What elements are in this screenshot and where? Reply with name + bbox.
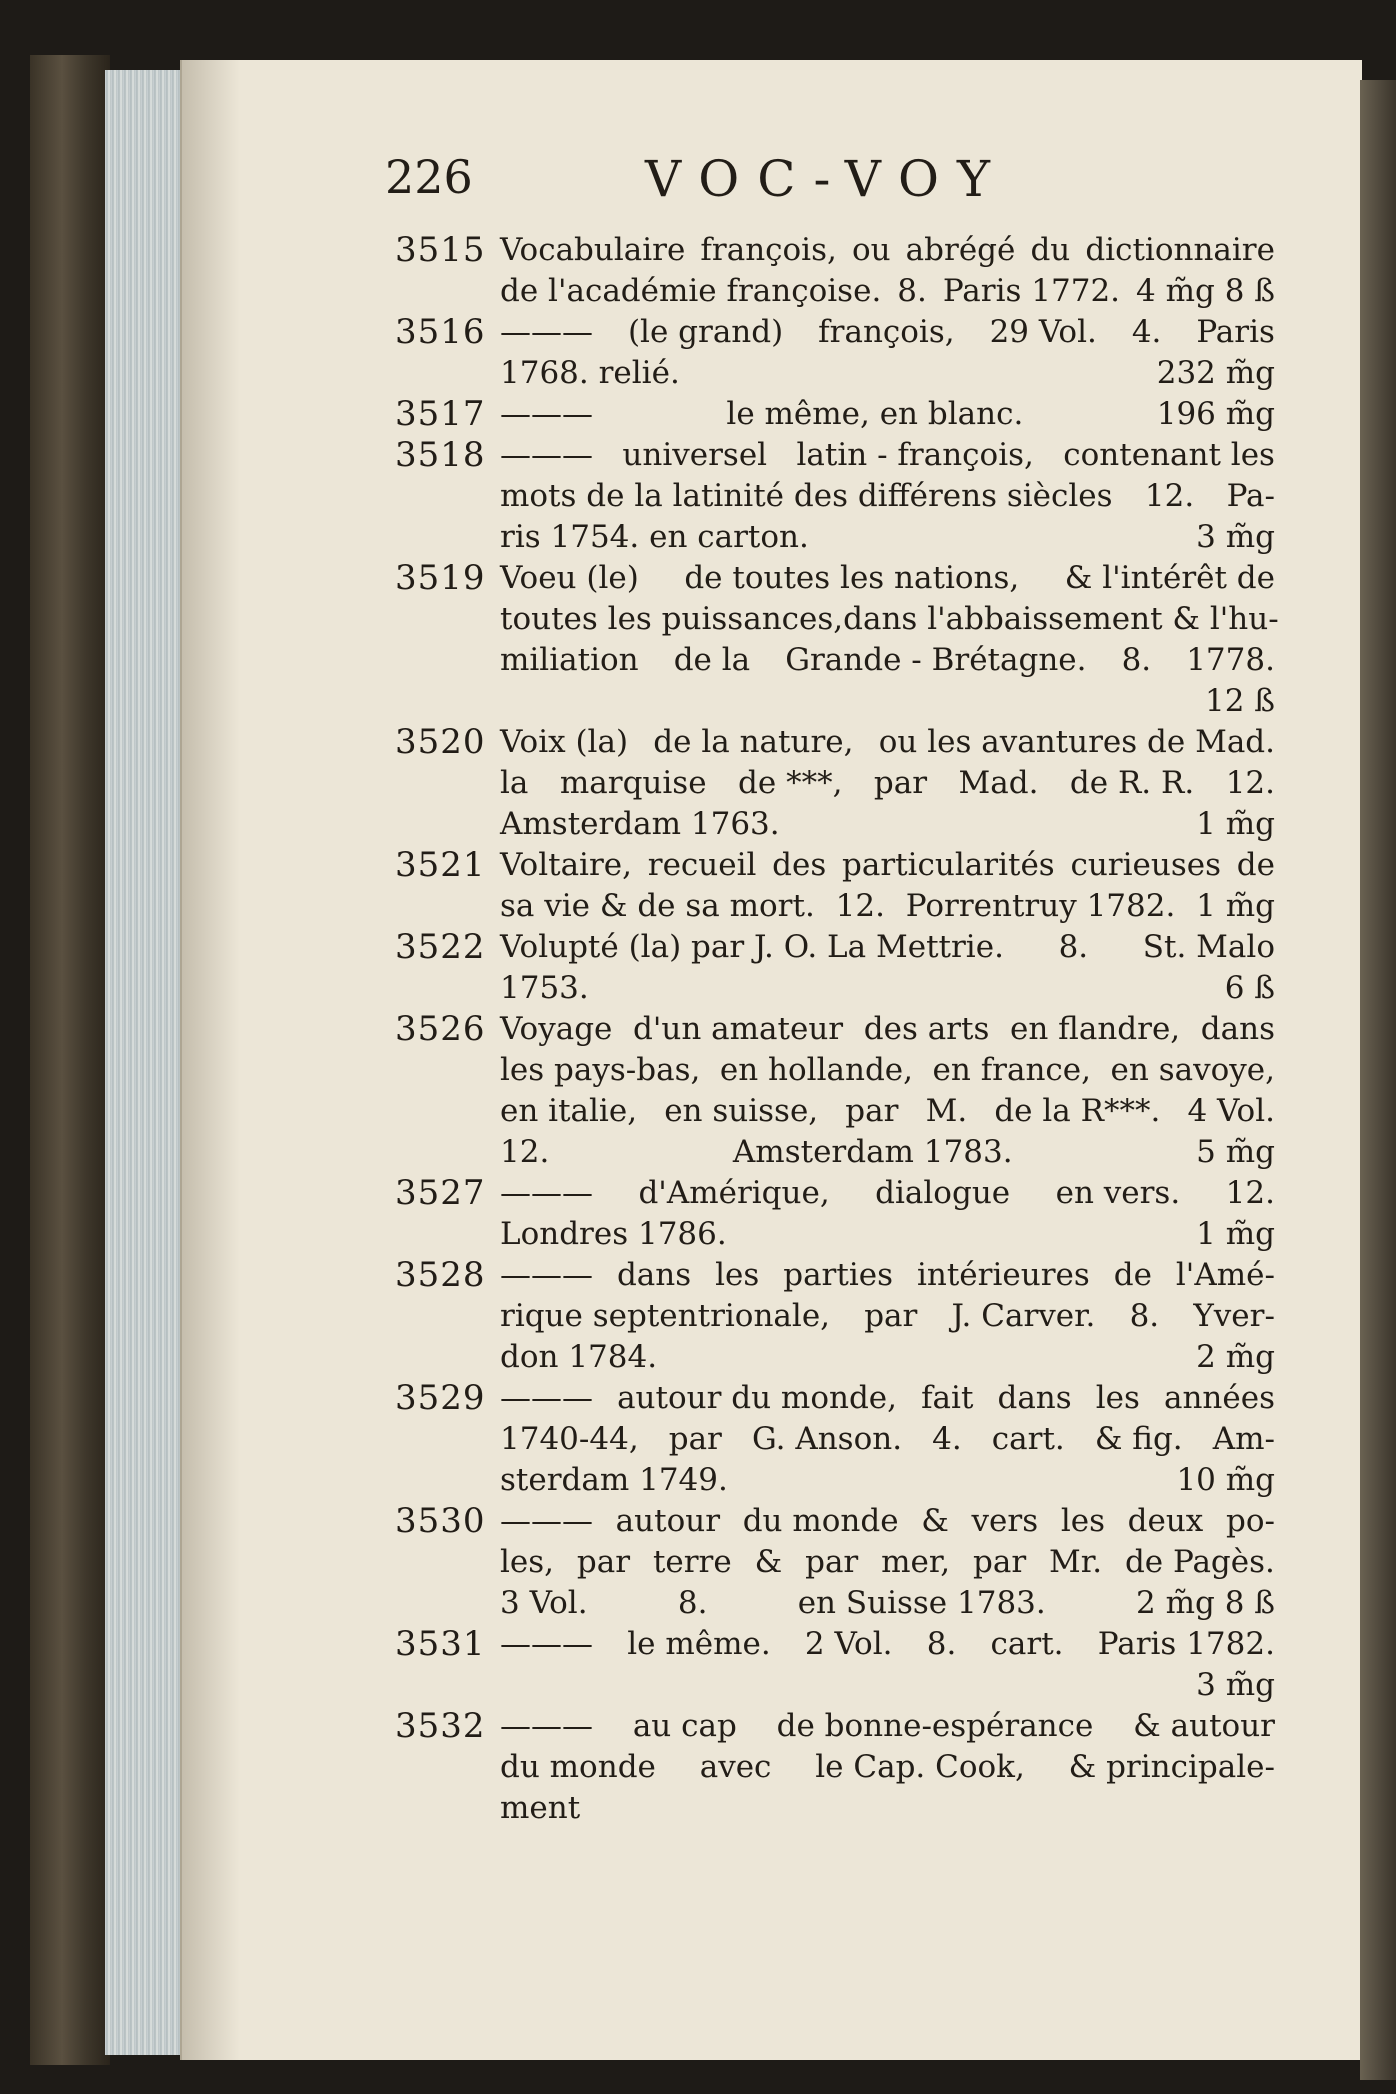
text-segment: mer, bbox=[881, 1544, 951, 1580]
text-segment: dans l'abbaissement & l'hu- bbox=[843, 601, 1279, 637]
text-segment: autour du monde, bbox=[617, 1380, 898, 1416]
text-segment: marquise bbox=[559, 765, 707, 801]
text-segment: 1 m̃g bbox=[1196, 888, 1275, 924]
text-segment: 4. bbox=[1131, 314, 1162, 350]
entry-line bbox=[500, 312, 1275, 353]
entry-number: 3532 bbox=[395, 1706, 486, 1746]
text-segment: don 1784. bbox=[500, 1339, 658, 1375]
catalog-entry bbox=[395, 1501, 1275, 1624]
text-segment: Amsterdam 1763. bbox=[500, 806, 780, 842]
entry-number: 3528 bbox=[395, 1255, 486, 1295]
text-segment: 12. bbox=[500, 1134, 550, 1170]
text-segment: 1740-44, bbox=[500, 1421, 639, 1457]
text-segment: des arts bbox=[863, 1011, 990, 1047]
text-segment: miliation bbox=[500, 642, 639, 678]
catalog-entry bbox=[395, 722, 1275, 845]
entry-line bbox=[500, 640, 1275, 681]
text-segment: l'Amé- bbox=[1175, 1257, 1275, 1293]
text-segment: 12. bbox=[1225, 765, 1275, 801]
text-segment: françois, bbox=[818, 314, 955, 350]
text-segment: le même. bbox=[627, 1626, 771, 1662]
text-segment: particularités bbox=[842, 847, 1055, 883]
page-header bbox=[385, 150, 1395, 210]
text-segment: 5 m̃g bbox=[1196, 1134, 1275, 1170]
text-segment: en france, bbox=[932, 1052, 1091, 1088]
text-segment: 8. bbox=[1058, 929, 1089, 965]
text-segment: 12 ß bbox=[1204, 683, 1275, 719]
entry-line bbox=[500, 517, 1275, 558]
text-segment: 1768. relié. bbox=[500, 355, 680, 391]
text-segment: parties bbox=[783, 1257, 894, 1293]
entry-line bbox=[500, 886, 1275, 927]
text-segment: la bbox=[500, 765, 529, 801]
text-segment: par bbox=[864, 1298, 918, 1334]
text-segment: ou les avantures de Mad. bbox=[878, 724, 1275, 760]
text-segment: du monde bbox=[500, 1749, 656, 1785]
text-segment: de bonne-espérance bbox=[776, 1708, 1094, 1744]
text-segment: dialogue bbox=[875, 1175, 1011, 1211]
catalog-entry bbox=[395, 435, 1275, 558]
text-segment: en flandre, bbox=[1010, 1011, 1181, 1047]
entry-number: 3527 bbox=[395, 1173, 486, 1213]
text-segment: par bbox=[845, 1093, 899, 1129]
text-segment: ——— bbox=[500, 1175, 593, 1211]
text-segment: terre bbox=[652, 1544, 732, 1580]
entry-number: 3526 bbox=[395, 1009, 486, 1049]
text-segment: recueil bbox=[647, 847, 757, 883]
text-segment: Grande - Brétagne. bbox=[785, 642, 1087, 678]
facing-page-edge bbox=[1360, 80, 1396, 2080]
text-segment: ——— bbox=[500, 396, 593, 432]
page-edges bbox=[105, 70, 185, 2055]
text-segment: par bbox=[668, 1421, 722, 1457]
text-segment: 8. bbox=[677, 1585, 708, 1621]
entry-line bbox=[500, 599, 1279, 640]
text-segment: françois, bbox=[700, 232, 837, 268]
catalog-entry bbox=[395, 1173, 1275, 1255]
text-segment: Voltaire, bbox=[500, 847, 632, 883]
text-segment: en suisse, bbox=[664, 1093, 819, 1129]
text-segment: ——— bbox=[500, 1503, 593, 1539]
text-segment: avec bbox=[699, 1749, 772, 1785]
text-segment: ment bbox=[500, 1790, 581, 1826]
text-segment: 1778. bbox=[1186, 642, 1275, 678]
text-segment: dans bbox=[616, 1257, 692, 1293]
entry-number: 3521 bbox=[395, 845, 486, 885]
text-segment: Porrentruy 1782. bbox=[905, 888, 1176, 924]
entry-number: 3530 bbox=[395, 1501, 486, 1541]
entry-line bbox=[500, 1091, 1275, 1132]
entry-line bbox=[500, 1501, 1275, 1542]
text-segment: les bbox=[1060, 1503, 1105, 1539]
text-segment: 1 m̃g bbox=[1196, 1216, 1275, 1252]
entry-line bbox=[500, 476, 1275, 517]
text-segment: deux bbox=[1127, 1503, 1204, 1539]
text-segment: Londres 1786. bbox=[500, 1216, 727, 1252]
text-segment: (le grand) bbox=[627, 314, 784, 350]
entry-number: 3531 bbox=[395, 1624, 486, 1664]
text-segment: J. Carver. bbox=[951, 1298, 1096, 1334]
text-segment: dans bbox=[997, 1380, 1072, 1416]
text-segment: 12. bbox=[1144, 478, 1195, 514]
text-segment: ——— bbox=[500, 437, 593, 473]
gutter-shadow bbox=[180, 60, 240, 2060]
entry-line bbox=[500, 353, 1275, 394]
entry-line bbox=[500, 1788, 1275, 1829]
text-segment: St. Malo bbox=[1142, 929, 1275, 965]
running-head: VOC-VOY bbox=[645, 150, 1008, 208]
entry-line bbox=[500, 1747, 1275, 1788]
text-segment: curieuses bbox=[1070, 847, 1222, 883]
entry-line bbox=[500, 1460, 1275, 1501]
text-segment: mots de la latinité des différens siècles bbox=[500, 478, 1113, 514]
text-segment: en hollande, bbox=[719, 1052, 913, 1088]
entry-line bbox=[500, 230, 1275, 271]
text-segment: vers bbox=[971, 1503, 1039, 1539]
text-segment: 3 Vol. bbox=[500, 1585, 588, 1621]
catalog-entry bbox=[395, 1624, 1275, 1706]
text-segment: Yver- bbox=[1193, 1298, 1275, 1334]
catalog-entries bbox=[395, 230, 1279, 1829]
entry-number: 3517 bbox=[395, 394, 486, 434]
text-segment: ——— bbox=[500, 1380, 593, 1416]
text-segment: les bbox=[1095, 1380, 1140, 1416]
text-segment: de toutes les nations, bbox=[684, 560, 1020, 596]
entry-line bbox=[500, 435, 1275, 476]
text-segment: intérieures bbox=[916, 1257, 1090, 1293]
text-segment: Volupté (la) par J. O. La Mettrie. bbox=[500, 929, 1004, 965]
text-segment: 1 m̃g bbox=[1196, 806, 1275, 842]
text-segment: ——— bbox=[500, 1257, 593, 1293]
text-segment: fait bbox=[921, 1380, 974, 1416]
entry-line bbox=[500, 1378, 1275, 1419]
text-segment: Am- bbox=[1212, 1421, 1275, 1457]
catalog-entry bbox=[395, 1378, 1275, 1501]
text-segment: les pays-bas, bbox=[500, 1052, 701, 1088]
text-segment: ——— bbox=[500, 1708, 593, 1744]
entry-line bbox=[500, 804, 1275, 845]
text-segment: Voeu (le) bbox=[500, 560, 639, 596]
text-segment: autour bbox=[615, 1503, 721, 1539]
entry-line bbox=[500, 722, 1275, 763]
text-segment: cart. bbox=[991, 1421, 1065, 1457]
text-segment: Pa- bbox=[1226, 478, 1275, 514]
catalog-entry bbox=[395, 558, 1279, 722]
entry-number: 3515 bbox=[395, 230, 486, 270]
entry-line bbox=[500, 1337, 1275, 1378]
catalog-entry bbox=[395, 230, 1275, 312]
text-segment: dictionnaire bbox=[1085, 232, 1275, 268]
text-segment: le Cap. Cook, bbox=[815, 1749, 1025, 1785]
text-segment: 12. bbox=[1225, 1175, 1275, 1211]
text-segment: 4 m̃g 8 ß bbox=[1136, 273, 1275, 309]
entry-line bbox=[500, 681, 1275, 722]
text-segment: de l'académie françoise. bbox=[500, 273, 882, 309]
entry-line bbox=[500, 1050, 1275, 1091]
entry-line bbox=[500, 1665, 1275, 1706]
text-segment: M. bbox=[925, 1093, 968, 1129]
text-segment: 8. bbox=[1121, 642, 1152, 678]
book-cover-edge bbox=[30, 55, 110, 2065]
text-segment: & l'intérêt de bbox=[1064, 560, 1275, 596]
entry-number: 3518 bbox=[395, 435, 486, 475]
text-segment: abrégé bbox=[905, 232, 1016, 268]
text-segment: au cap bbox=[632, 1708, 737, 1744]
text-segment: latin - françois, bbox=[796, 437, 1034, 473]
entry-line bbox=[500, 1542, 1275, 1583]
entry-line bbox=[500, 968, 1275, 1009]
text-segment: en italie, bbox=[500, 1093, 638, 1129]
text-segment: d'un amateur bbox=[633, 1011, 844, 1047]
text-segment: de la bbox=[673, 642, 751, 678]
text-segment: 2 m̃g bbox=[1196, 1339, 1275, 1375]
text-segment: dans bbox=[1200, 1011, 1275, 1047]
text-segment: en savoye, bbox=[1110, 1052, 1275, 1088]
catalog-entry bbox=[395, 1706, 1275, 1829]
entry-number: 3520 bbox=[395, 722, 486, 762]
entry-line bbox=[500, 845, 1275, 886]
entry-line bbox=[500, 1624, 1275, 1665]
text-segment: les, bbox=[500, 1544, 555, 1580]
text-segment: d'Amérique, bbox=[638, 1175, 830, 1211]
text-segment: par bbox=[805, 1544, 859, 1580]
text-segment: 3 m̃g bbox=[1196, 1667, 1275, 1703]
entry-line bbox=[500, 1009, 1275, 1050]
entry-line bbox=[500, 927, 1275, 968]
catalog-entry bbox=[395, 1255, 1275, 1378]
text-segment: rique septentrionale, bbox=[500, 1298, 831, 1334]
text-segment: Amsterdam 1783. bbox=[732, 1134, 1013, 1170]
catalog-entry bbox=[395, 394, 1275, 435]
page-number: 226 bbox=[385, 150, 473, 204]
text-segment: 6 ß bbox=[1224, 970, 1275, 1006]
text-segment: & fig. bbox=[1094, 1421, 1183, 1457]
text-segment: 29 Vol. bbox=[989, 314, 1097, 350]
text-segment: par bbox=[576, 1544, 631, 1580]
text-segment: & principale- bbox=[1068, 1749, 1275, 1785]
text-segment: 2 m̃g 8 ß bbox=[1136, 1585, 1275, 1621]
text-segment: sa vie & de sa mort. bbox=[500, 888, 815, 924]
entry-line bbox=[500, 763, 1275, 804]
catalog-entry bbox=[395, 312, 1275, 394]
text-segment: 8. bbox=[1129, 1298, 1160, 1334]
text-segment: ou bbox=[851, 232, 891, 268]
catalog-entry bbox=[395, 927, 1275, 1009]
text-segment: Mr. bbox=[1049, 1544, 1103, 1580]
entry-line bbox=[500, 1214, 1275, 1255]
text-segment: sterdam 1749. bbox=[500, 1462, 728, 1498]
entry-number: 3529 bbox=[395, 1378, 486, 1418]
text-segment: de la R***. bbox=[994, 1093, 1161, 1129]
text-segment: contenant les bbox=[1063, 437, 1275, 473]
text-segment: années bbox=[1163, 1380, 1275, 1416]
text-segment: Voix (la) bbox=[500, 724, 629, 760]
text-segment: Voyage bbox=[500, 1011, 613, 1047]
text-segment: ——— bbox=[500, 1626, 593, 1662]
entry-line bbox=[500, 1255, 1275, 1296]
entry-line bbox=[500, 1296, 1275, 1337]
text-segment: les bbox=[715, 1257, 760, 1293]
text-segment: Paris 1772. bbox=[942, 273, 1121, 309]
text-segment: 232 m̃g bbox=[1156, 355, 1275, 391]
text-segment: de bbox=[1113, 1257, 1152, 1293]
text-segment: Mad. bbox=[958, 765, 1039, 801]
text-segment: ——— bbox=[500, 314, 593, 350]
text-segment: des bbox=[772, 847, 827, 883]
entry-line bbox=[500, 1583, 1275, 1624]
text-segment: 10 m̃g bbox=[1176, 1462, 1275, 1498]
text-segment: universel bbox=[622, 437, 768, 473]
text-segment: de ***, bbox=[738, 765, 843, 801]
text-segment: & bbox=[921, 1503, 949, 1539]
text-segment: par bbox=[873, 765, 928, 801]
text-segment: & autour bbox=[1133, 1708, 1275, 1744]
text-segment: Paris bbox=[1196, 314, 1275, 350]
text-segment: du bbox=[1030, 232, 1071, 268]
entry-number: 3516 bbox=[395, 312, 486, 352]
entry-number: 3522 bbox=[395, 927, 486, 967]
text-segment: par bbox=[973, 1544, 1027, 1580]
text-segment: de R. R. bbox=[1069, 765, 1195, 801]
entry-line bbox=[500, 558, 1275, 599]
entry-line bbox=[500, 1132, 1275, 1173]
catalog-entry bbox=[395, 845, 1275, 927]
text-segment: le même, en blanc. bbox=[726, 396, 1024, 432]
text-segment: 4 Vol. bbox=[1187, 1093, 1275, 1129]
text-segment: 8. bbox=[897, 273, 927, 309]
entry-line bbox=[500, 271, 1275, 312]
text-segment: ris 1754. en carton. bbox=[500, 519, 809, 555]
entry-line bbox=[500, 1173, 1275, 1214]
text-segment: de la nature, bbox=[653, 724, 854, 760]
text-segment: en vers. bbox=[1055, 1175, 1181, 1211]
text-segment: 8. bbox=[926, 1626, 957, 1662]
entry-number: 3519 bbox=[395, 558, 486, 598]
text-segment: 2 Vol. bbox=[804, 1626, 893, 1662]
text-segment: de Pagès. bbox=[1124, 1544, 1275, 1580]
entry-line bbox=[500, 1419, 1275, 1460]
text-segment: & bbox=[754, 1544, 783, 1580]
catalog-entry bbox=[395, 1009, 1275, 1173]
text-segment: cart. bbox=[990, 1626, 1064, 1662]
text-segment: du monde bbox=[742, 1503, 899, 1539]
text-segment: 4. bbox=[932, 1421, 962, 1457]
text-segment: po- bbox=[1225, 1503, 1275, 1539]
text-segment: 3 m̃g bbox=[1196, 519, 1275, 555]
text-segment: 196 m̃g bbox=[1156, 396, 1275, 432]
text-segment: en Suisse 1783. bbox=[797, 1585, 1046, 1621]
entry-line bbox=[500, 394, 1275, 435]
text-segment: de bbox=[1236, 847, 1275, 883]
entry-line bbox=[500, 1706, 1275, 1747]
text-segment: 12. bbox=[835, 888, 885, 924]
text-segment: Paris 1782. bbox=[1097, 1626, 1275, 1662]
text-segment: toutes les puissances, bbox=[500, 601, 844, 637]
text-segment: G. Anson. bbox=[751, 1421, 903, 1457]
text-segment: Vocabulaire bbox=[500, 232, 686, 268]
text-segment: 1753. bbox=[500, 970, 589, 1006]
